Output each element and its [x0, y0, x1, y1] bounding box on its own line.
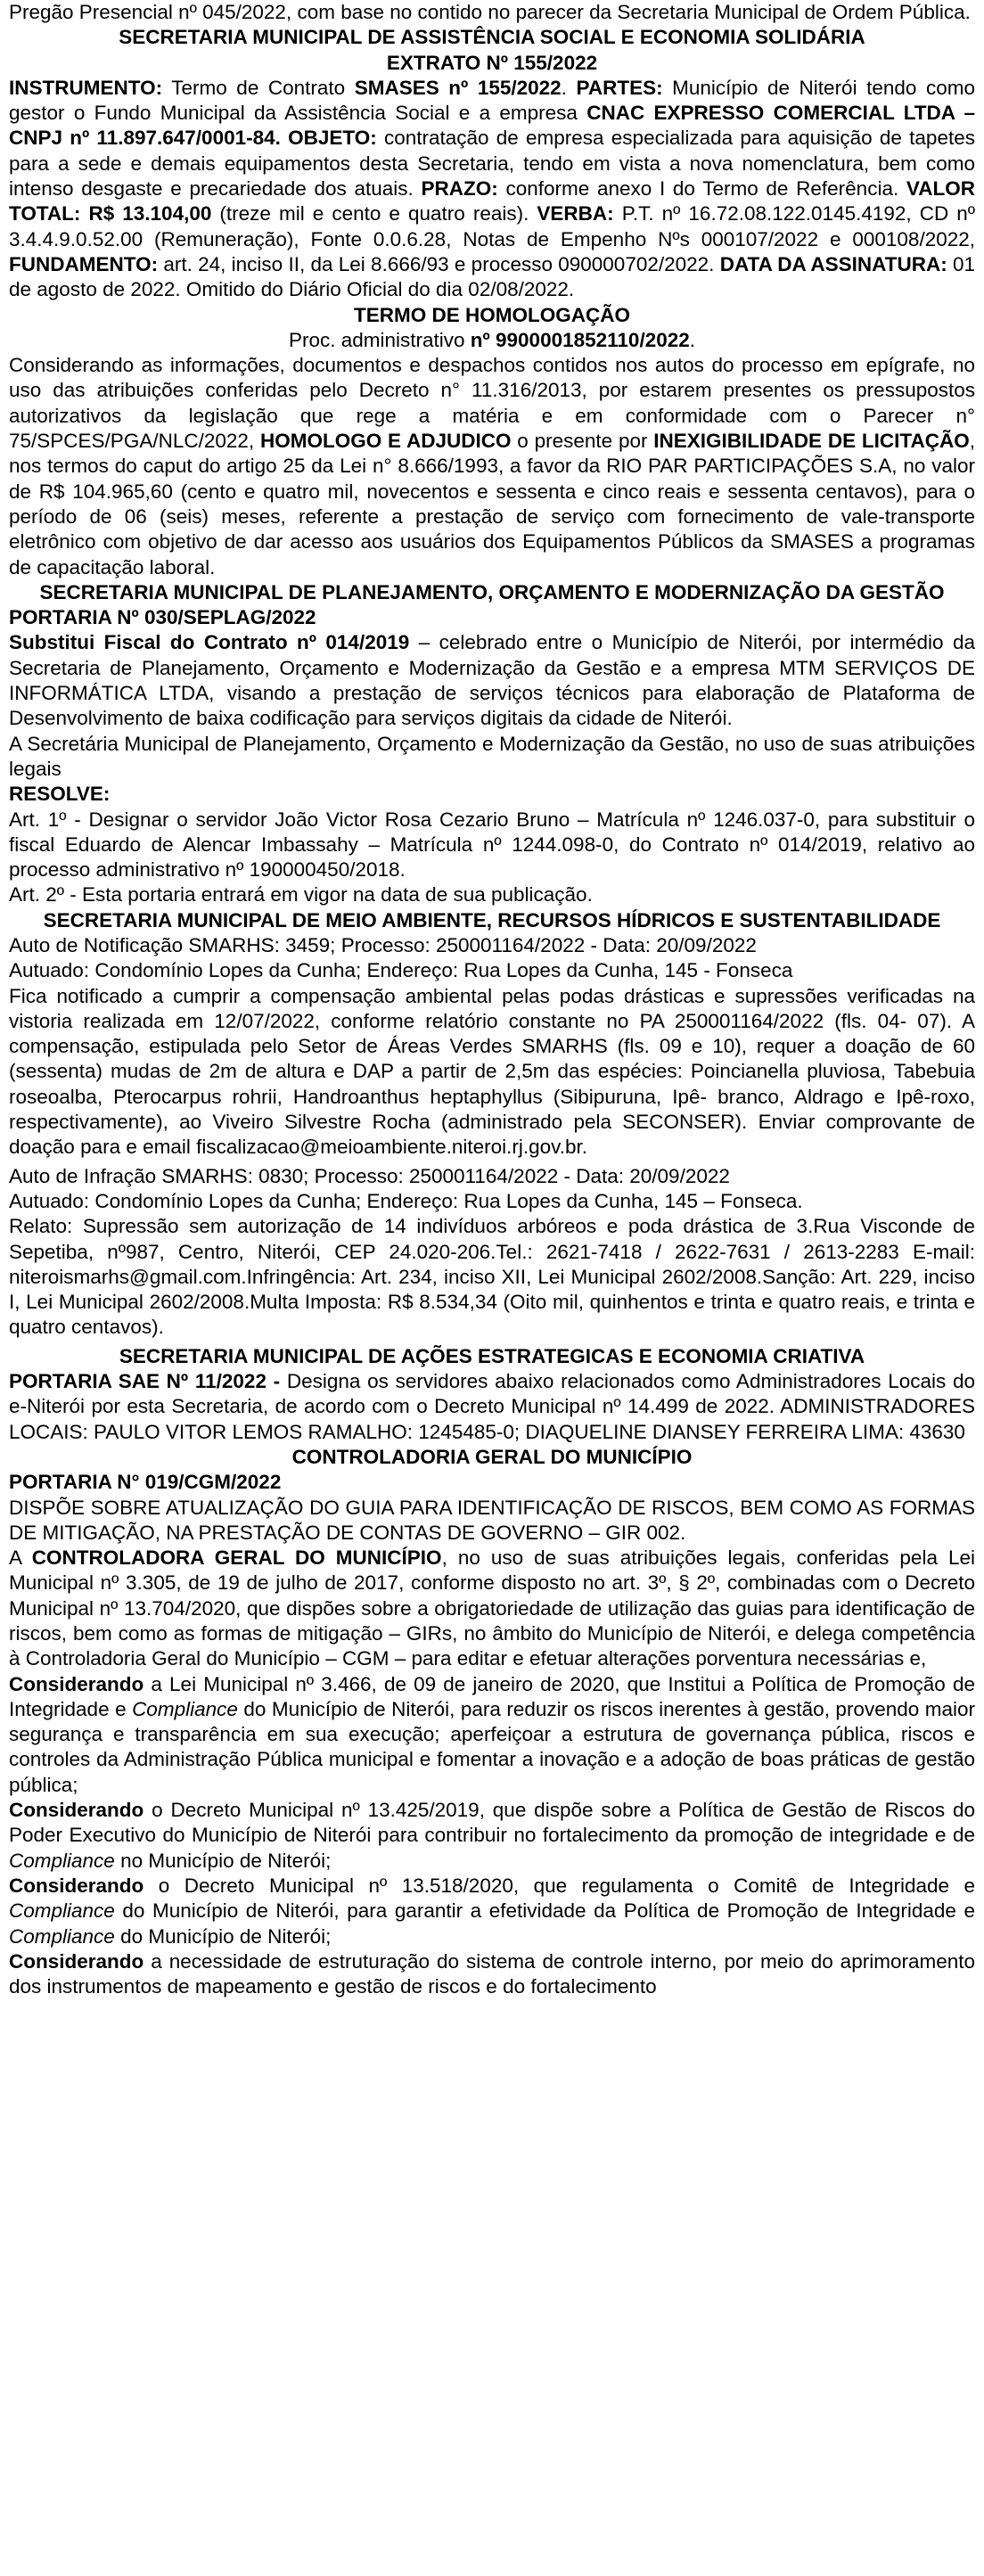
label-objeto: OBJETO: [288, 127, 377, 150]
seplag-heading: SECRETARIA MUNICIPAL DE PLANEJAMENTO, ORÇAMENTO E MODERNIZAÇÃO DA GESTÃO [39, 580, 945, 603]
text-fragment: o Decreto Municipal nº 13.518/2020, que regulamenta o Comitê de Integridade e [144, 1874, 975, 1897]
cgm-heading: CONTROLADORIA GERAL DO MUNICÍPIO [291, 1445, 693, 1468]
smases-extrato-title: EXTRATO Nº 155/2022 [386, 51, 598, 74]
text-fragment: o presente por [511, 430, 654, 453]
text-fragment: do Município de Niterói, para garantir a efetividade da Política de Promoção de Integridade e [114, 1899, 975, 1923]
compliance-term: Compliance [132, 1697, 238, 1720]
resolve-text: RESOLVE: [9, 783, 111, 806]
proc-line [9, 328, 975, 353]
seplag-art-1: Art. 1º - Designar o servidor João Victor Rosa Cezario Bruno – Matrícula nº 1246.037-0, para substituir o fiscal Eduardo de Alencar Imbassahy – Matrícula nº 1244.098-0, do Contrato nº 014/2019, relativo ao processo administrativo nº 190000450/2018. [9, 808, 975, 882]
text-fragment: a necessidade de estruturação do sistema de controle interno, por meio do aprimoramento dos instrumentos de mapeamento e gestão de riscos e do fortalecimento [9, 1949, 975, 1998]
label-partes: PARTES: [576, 76, 663, 99]
cgm-ementa: DISPÕE SOBRE ATUALIZAÇÃO DO GUIA PARA IDENTIFICAÇÃO DE RISCOS, BEM COMO AS FORMAS DE MITIGAÇÃO, NA PRESTAÇÃO DE CONTAS DE GOVERNO – GIR 002. [9, 1496, 975, 1544]
cgm-considerando-2 [9, 1798, 975, 1874]
text-fragment: o Decreto Municipal nº 13.425/2019, que dispõe sobre a Política de Gestão de Riscos do Poder Executivo do Município de Niterói para contribuir no fortalecimento da promoção de integridade e de [9, 1799, 975, 1847]
seplag-resolve [9, 782, 975, 807]
text-fragment [281, 127, 288, 149]
text-fragment: do Município de Niterói; [114, 1924, 332, 1948]
seplag-portaria-title [9, 605, 975, 630]
text-fragment: , no uso de suas atribuições legais, conferidas pela Lei Municipal nº 3.305, de 19 de julho de 2017, conforme disposto no art. 3º, § 2º, combinadas com o Decreto Municipal nº 13.704/2020, que dispões sobre a obrigatoriedade de utilização das guias para identificação de riscos, bem como as formas de mitigação – GIRs, no âmbito do Município de Niterói, e delega competência à Controladoria Geral do Município – CGM – para editar e efetuar alterações porventura necessárias e, [9, 1546, 975, 1670]
auto-infracao-line-1: Auto de Infração SMARHS: 0830; Processo: 250001164/2022 - Data: 20/09/2022 [9, 1164, 730, 1187]
seplag-art-2: Art. 2º - Esta portaria entrará em vigor na data de sua publicação. [9, 883, 593, 907]
auto-infracao-body: Relato: Supressão sem autorização de 14 indivíduos arbóreos e poda drástica de 3.Rua Visconde de Sepetiba, nº987, Centro, Niterói, CEP 24.020-206.Tel.: 2621-7418 / 2622-7631 / 2613-2283 E-mail: niteroismarhs@gmail.com.Infringência: Art. 234, inciso XII, Lei Municipal 2602/2008.Sanção: Art. 229, inciso I, Lei Municipal 2602/2008.Multa Imposta: R$ 8.534,34 (Oito mil, quinhentos e trinta e quatro reais, e trinta e quatro centavos). [9, 1215, 975, 1339]
auto-notificacao-body: Fica notificado a cumprir a compensação ambiental pelas podas drásticas e supressões verificadas na vistoria realizada em 12/07/2022, conforme relatório constante no PA 250001164/2022 (fls. 04- 07). A compensação, estipulada pelo Setor de Áreas Verdes SMARHS (fls. 09 e 10), requer a doação de 60 (sessenta) mudas de 2m de altura e DAP a partir de 2,5m das espécies: Poincianella pluviosa, Tabebuia roseoalba, Pterocarpus rohrii, Handroanthus heptaphyllus (Sibipuruna, Ipê- branco, Aldrago e Ipê-roxo, respectivamente), ao Viveiro Silvestre Rocha (administrado pela SECONSER). Enviar comprovante de doação para e email fiscalizacao@meioambiente.niteroi.rj.gov.br. [9, 984, 975, 1159]
auto-infracao-line-2: Autuado: Condomínio Lopes da Cunha; Endereço: Rua Lopes da Cunha, 145 – Fonseca. [9, 1189, 803, 1212]
cgm-considerando-3 [9, 1874, 975, 1949]
label-fundamento: FUNDAMENTO: [9, 252, 159, 275]
sae-portaria-paragraph [9, 1369, 975, 1445]
text-fragment: Município de Niterói tendo como gestor o Fundo Municipal da Assistência Social e a empresa [9, 76, 975, 125]
text-fragment: – celebrado entre o Município de Niterói, por intermédio da Secretaria de Planejamento, Orçamento e Modernização da Gestão e a empresa MTM SERVIÇOS DE INFORMÁTICA LTDA, visando a prestação de serviços técnicos para elaboração de Plataforma de Desenvolvimento de baixa codificação para serviços digitais da cidade de Niterói. [9, 631, 975, 730]
label-instrumento: INSTRUMENTO: [9, 76, 163, 99]
text-fragment: contratação de empresa especializada para aquisição de tapetes para a sede e demais equipamentos desta Secretaria, tendo em vista a nova nomenclatura, bem como intenso desgaste e precariedade dos atuais. [9, 127, 975, 201]
text-fragment: no Município de Niterói; [114, 1849, 332, 1872]
text-fragment: Proc. administrativo [288, 328, 471, 351]
text-fragment: Considerando as informações, documentos e despachos contidos nos autos do processo em epígrafe, no uso das atribuições conferidas pelo Decreto n° 11.316/2013, por estarem presentes os pressupostos autorizativos da legislação que rege a matéria e em conformidade com o Parecer n° 75/SPCES/PGA/NLC/2022, [9, 354, 975, 453]
company-name: CNAC EXPRESSO COMERCIAL LTDA – CNPJ nº 11.897.647/0001-84. [9, 102, 975, 150]
cgm-considerando-1 [9, 1672, 975, 1798]
text-fragment: a Lei Municipal nº 3.466, de 09 de janeiro de 2020, que Institui a Política de Promoção de Integridade e [9, 1672, 975, 1720]
sae-heading: SECRETARIA MUNICIPAL DE AÇÕES ESTRATEGICAS E ECONOMIA CRIATIVA [119, 1344, 865, 1367]
homologacao-title: TERMO DE HOMOLOGAÇÃO [354, 303, 630, 326]
smases-extrato-paragraph [9, 76, 975, 303]
cgm-paragraph-1 [9, 1546, 975, 1671]
homologacao-paragraph [9, 353, 975, 580]
text-fragment: do Município de Niterói, para reduzir os riscos inerentes à gestão, provendo maior segurança e transparência em sua execução; aperfeiçoar a estrutura de governança pública, riscos e controles da Administração Pública municipal e fomentar a inovação e a adoção de boas práticas de gestão pública; [9, 1697, 975, 1796]
text-fragment: A [9, 1546, 32, 1570]
controladora-geral: CONTROLADORA GERAL DO MUNICÍPIO [31, 1546, 442, 1570]
intro-paragraph: Pregão Presencial nº 045/2022, com base no contido no parecer da Secretaria Municipal de Ordem Pública. [9, 1, 971, 23]
homologo-adjudico: HOMOLOGO E ADJUDICO [259, 430, 512, 453]
contract-number: SMASES nº 155/2022 [354, 76, 562, 99]
text-fragment: conforme anexo I do Termo de Referência. [497, 177, 906, 201]
label-valor-total: VALOR TOTAL: R$ 13.104,00 [9, 177, 975, 226]
text-fragment: (treze mil e cento e quatro reais). [211, 202, 537, 226]
text-fragment: art. 24, inciso II, da Lei 8.666/93 e processo 090000702/2022. [158, 252, 720, 275]
text-fragment: . [689, 328, 696, 351]
substitui-fiscal: Substitui Fiscal do Contrato nº 014/2019 [9, 631, 410, 654]
text-fragment: Termo de Contrato [162, 76, 355, 99]
proc-number: nº 9900001852110/2022 [470, 328, 690, 351]
smases-heading: SECRETARIA MUNICIPAL DE ASSISTÊNCIA SOCIAL E ECONOMIA SOLIDÁRIA [119, 26, 865, 49]
auto-notificacao-line-2: Autuado: Condomínio Lopes da Cunha; Endereço: Rua Lopes da Cunha, 145 - Fonseca [9, 959, 793, 982]
smarhs-heading: SECRETARIA MUNICIPAL DE MEIO AMBIENTE, RECURSOS HÍDRICOS E SUSTENTABILIDADE [43, 908, 941, 931]
portaria-title-text: PORTARIA N° 019/CGM/2022 [9, 1471, 282, 1494]
auto-notificacao-line-1: Auto de Notificação SMARHS: 3459; Processo: 250001164/2022 - Data: 20/09/2022 [9, 933, 757, 956]
sae-portaria-title: PORTARIA SAE Nº 11/2022 - [9, 1370, 281, 1393]
text-fragment: P.T. nº 16.72.08.122.0145.4192, CD nº 3.4.4.9.0.52.00 (Remuneração), Fonte 0.0.6.28, Notas de Empenho Nºs 000107/2022 e 000108/2022, [9, 202, 975, 250]
compliance-term: Compliance [9, 1924, 115, 1948]
label-prazo: PRAZO: [421, 177, 498, 201]
text-fragment: 01 de agosto de 2022. Omitido do Diário Oficial do dia 02/08/2022. [9, 252, 975, 301]
considerando-label: Considerando [9, 1949, 144, 1973]
label-data-assinatura: DATA DA ASSINATURA: [719, 252, 947, 275]
considerando-label: Considerando [9, 1874, 144, 1897]
text-fragment: Designa os servidores abaixo relacionados como Administradores Locais do e-Niterói por esta Secretaria, de acordo com o Decreto Municipal nº 14.499 de 2022. ADMINISTRADORES LOCAIS: PAULO VITOR LEMOS RAMALHO: 1245485-0; DIAQUELINE DIANSEY FERREIRA LIMA: 43630 [9, 1370, 975, 1443]
seplag-paragraph-2: A Secretária Municipal de Planejamento, Orçamento e Modernização da Gestão, no uso de suas atribuições legais [9, 732, 975, 780]
text-fragment: , nos termos do caput do artigo 25 da Lei n° 8.666/1993, a favor da RIO PAR PARTICIPAÇÕES S.A, no valor de R$ 104.965,60 (cento e quatro mil, novecentos e sessenta e cinco reais e sessenta centavos), para o período de 06 (seis) meses, referente a prestação de serviço com fornecimento de vale-transporte eletrônico com objetivo de dar acesso aos usuários dos Equipamentos Públicos da SMASES a programas de capacitação laboral. [9, 430, 975, 578]
compliance-term: Compliance [9, 1849, 115, 1872]
label-verba: VERBA: [537, 202, 614, 226]
portaria-title-text: PORTARIA Nº 030/SEPLAG/2022 [9, 606, 316, 629]
considerando-label: Considerando [9, 1799, 144, 1822]
considerando-label: Considerando [9, 1672, 144, 1695]
inexigibilidade: INEXIGIBILIDADE DE LICITAÇÃO [653, 430, 970, 453]
cgm-portaria-title [9, 1470, 975, 1495]
cgm-considerando-4 [9, 1949, 975, 2000]
compliance-term: Compliance [9, 1899, 115, 1923]
seplag-paragraph-1 [9, 630, 975, 731]
text-fragment: . [561, 76, 577, 99]
